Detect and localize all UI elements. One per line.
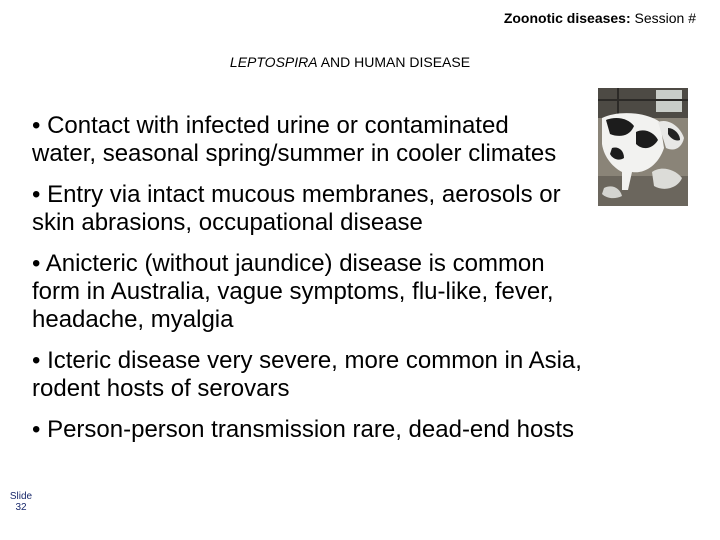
bullet-line: water, seasonal spring/summer in cooler climates [32,140,557,167]
bullet-item [32,347,702,403]
bullet-line: rodent hosts of serovars [32,375,290,402]
bullet-line: • Entry via intact mucous membranes, aerosols or [32,181,561,208]
bullet-line: • Anicteric (without jaundice) disease is common [32,250,545,277]
bullet-line: • Icteric disease very severe, more common in Asia, [32,347,582,374]
course-title: Zoonotic diseases: [503,10,631,26]
slide-number-value: 32 [15,502,27,513]
bullet-line: form in Australia, vague symptoms, flu-like, fever, [32,278,554,305]
title-genus: LEPTOSPIRA [229,54,318,70]
bullet-line: headache, myalgia [32,306,234,333]
slide-title [0,54,700,70]
bullet-line: skin abrasions, occupational disease [32,209,423,236]
bullet-item [32,416,702,444]
title-rest: AND HUMAN DISEASE [317,54,471,70]
session-label: Session # [630,10,696,26]
cattle-photo [598,88,688,206]
slide-number [8,491,34,513]
bullet-item [32,250,702,334]
slide-label: Slide [9,491,33,502]
bullet-line: • Person-person transmission rare, dead-end hosts [32,416,575,443]
bullet-line: • Contact with infected urine or contaminated [32,112,509,139]
session-header [504,10,696,26]
